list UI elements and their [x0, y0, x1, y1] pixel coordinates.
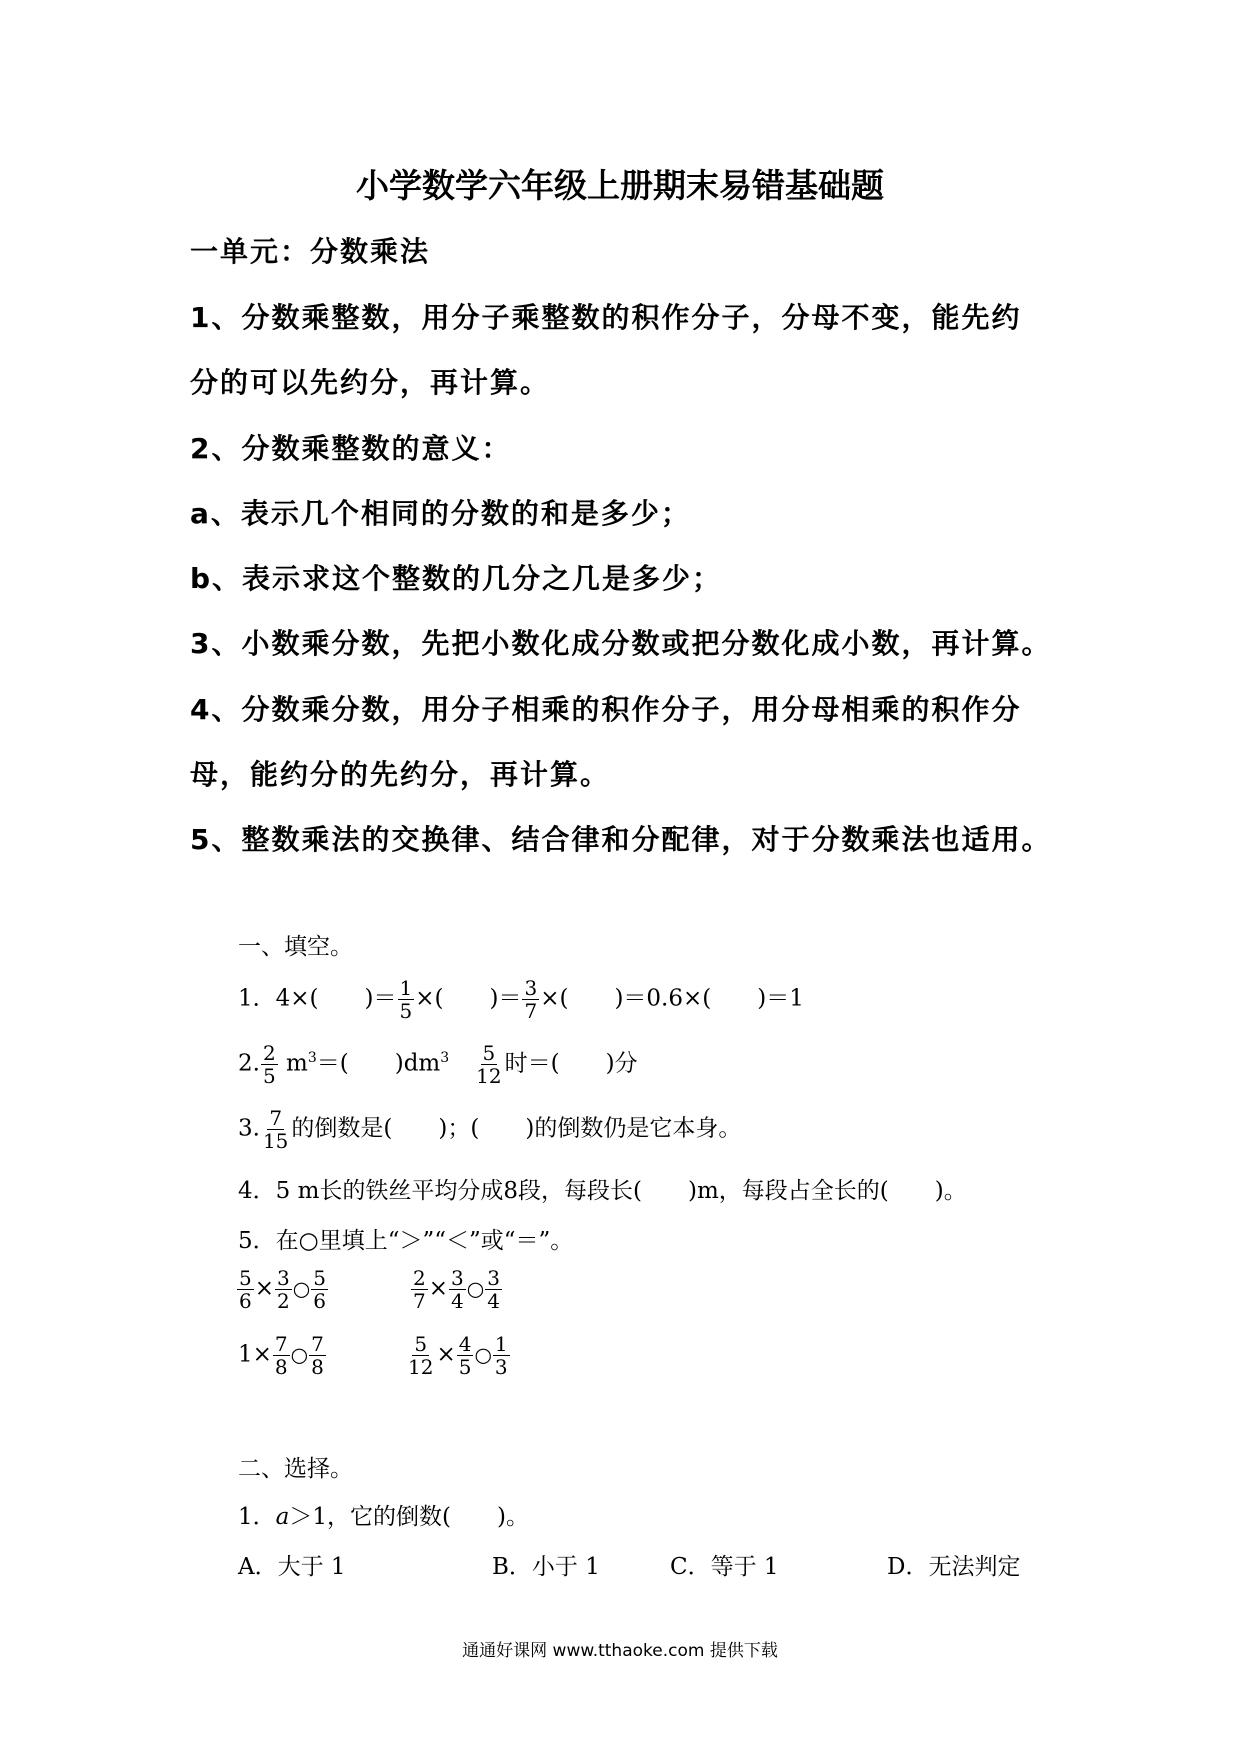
fill-question-4: 4．5 m长的铁丝平均分成8段，每段长( )m，每段占全长的( )。	[238, 1178, 967, 1204]
knowledge-point: b、表示求这个整数的几分之几是多少；	[190, 562, 723, 595]
option-b: B．小于 1	[492, 1554, 600, 1580]
option-a: A．大于 1	[238, 1554, 346, 1580]
knowledge-point: 3、小数乘分数，先把小数化成分数或把分数化成小数，再计算。	[190, 627, 1052, 660]
compare-item: $\frac{2}{7}$ × $\frac{3}{4}$ ○ $\frac{3}{4}$	[413, 1266, 500, 1313]
fraction: $\frac{7}{15}$	[262, 1106, 289, 1153]
fraction: $\frac{5}{6}$	[239, 1266, 252, 1313]
footer-text: 通通好课网 www.tthaoke.com 提供下载	[462, 1641, 778, 1661]
compare-circle: ○	[474, 1342, 492, 1367]
fill-question-2: 2. $\frac{2}{5}$ $m^3=$( )$dm^3$ $\frac{5}{12}$ 时＝( )分	[238, 1041, 638, 1088]
fraction: $\frac{5}{12}$	[476, 1041, 502, 1088]
fraction: $\frac{5}{6}$	[313, 1266, 326, 1313]
knowledge-point: 1、分数乘整数，用分子乘整数的积作分子，分母不变，能先约	[190, 301, 1022, 334]
fraction: $\frac{3}{4}$	[451, 1266, 464, 1313]
knowledge-point: 2、分数乘整数的意义：	[190, 432, 512, 465]
fraction: $\frac{7}{8}$	[274, 1332, 288, 1379]
knowledge-point: 母，能约分的先约分，再计算。	[190, 758, 611, 791]
fill-question-1: 1．4×( )＝ $\frac{1}{5}$ ×( )＝ $\frac{3}{7}$ ×( )＝0.6×( )＝1	[238, 976, 804, 1023]
fraction: $\frac{7}{8}$	[311, 1332, 324, 1379]
compare-circle: ○	[292, 1276, 311, 1301]
knowledge-point: 分的可以先约分，再计算。	[190, 366, 551, 399]
choice-question-1: 1．a＞1，它的倒数( )。	[238, 1504, 529, 1530]
fill-question-5: 5．在○里填上“＞”“＜”或“＝”。	[238, 1228, 574, 1254]
option-d: D．无法判定	[887, 1554, 1021, 1580]
fraction: $\frac{1}{5}$	[399, 976, 413, 1023]
page-title: 小学数学六年级上册期末易错基础题	[356, 166, 884, 205]
fill-heading: 一、填空。	[238, 934, 353, 960]
compare-circle: ○	[290, 1342, 309, 1367]
fraction: $\frac{4}{5}$	[458, 1332, 472, 1379]
compare-circle: ○	[466, 1276, 485, 1301]
knowledge-point: 5、整数乘法的交换律、结合律和分配律，对于分数乘法也适用。	[190, 823, 1052, 856]
knowledge-point: 4、分数乘分数，用分子相乘的积作分子，用分母相乘的积作分	[190, 693, 1022, 726]
fraction: $\frac{5}{12}$	[408, 1332, 434, 1379]
compare-item: 1× $\frac{7}{8}$ ○ $\frac{7}{8}$	[238, 1332, 324, 1379]
fill-question-3: 3. $\frac{7}{15}$ 的倒数是( )；( )的倒数仍是它本身。	[238, 1106, 742, 1153]
knowledge-point: a、表示几个相同的分数的和是多少；	[190, 497, 691, 530]
fraction: $\frac{3}{4}$	[487, 1266, 500, 1313]
unit-heading: 一单元：分数乘法	[190, 235, 431, 268]
option-c: C．等于 1	[670, 1554, 779, 1580]
fraction: $\frac{2}{5}$	[262, 1041, 276, 1088]
fraction: $\frac{2}{7}$	[413, 1266, 426, 1313]
fraction: $\frac{1}{3}$	[494, 1332, 508, 1379]
compare-item: $\frac{5}{6}$ × $\frac{3}{2}$ ○ $\frac{5}{6}$	[239, 1266, 326, 1313]
fraction: $\frac{3}{7}$	[524, 976, 538, 1023]
compare-item: $\frac{5}{12}$ × $\frac{4}{5}$ ○ $\frac{1}{3}$	[408, 1332, 508, 1379]
fraction: $\frac{3}{2}$	[277, 1266, 290, 1313]
choice-heading: 二、选择。	[238, 1456, 353, 1482]
